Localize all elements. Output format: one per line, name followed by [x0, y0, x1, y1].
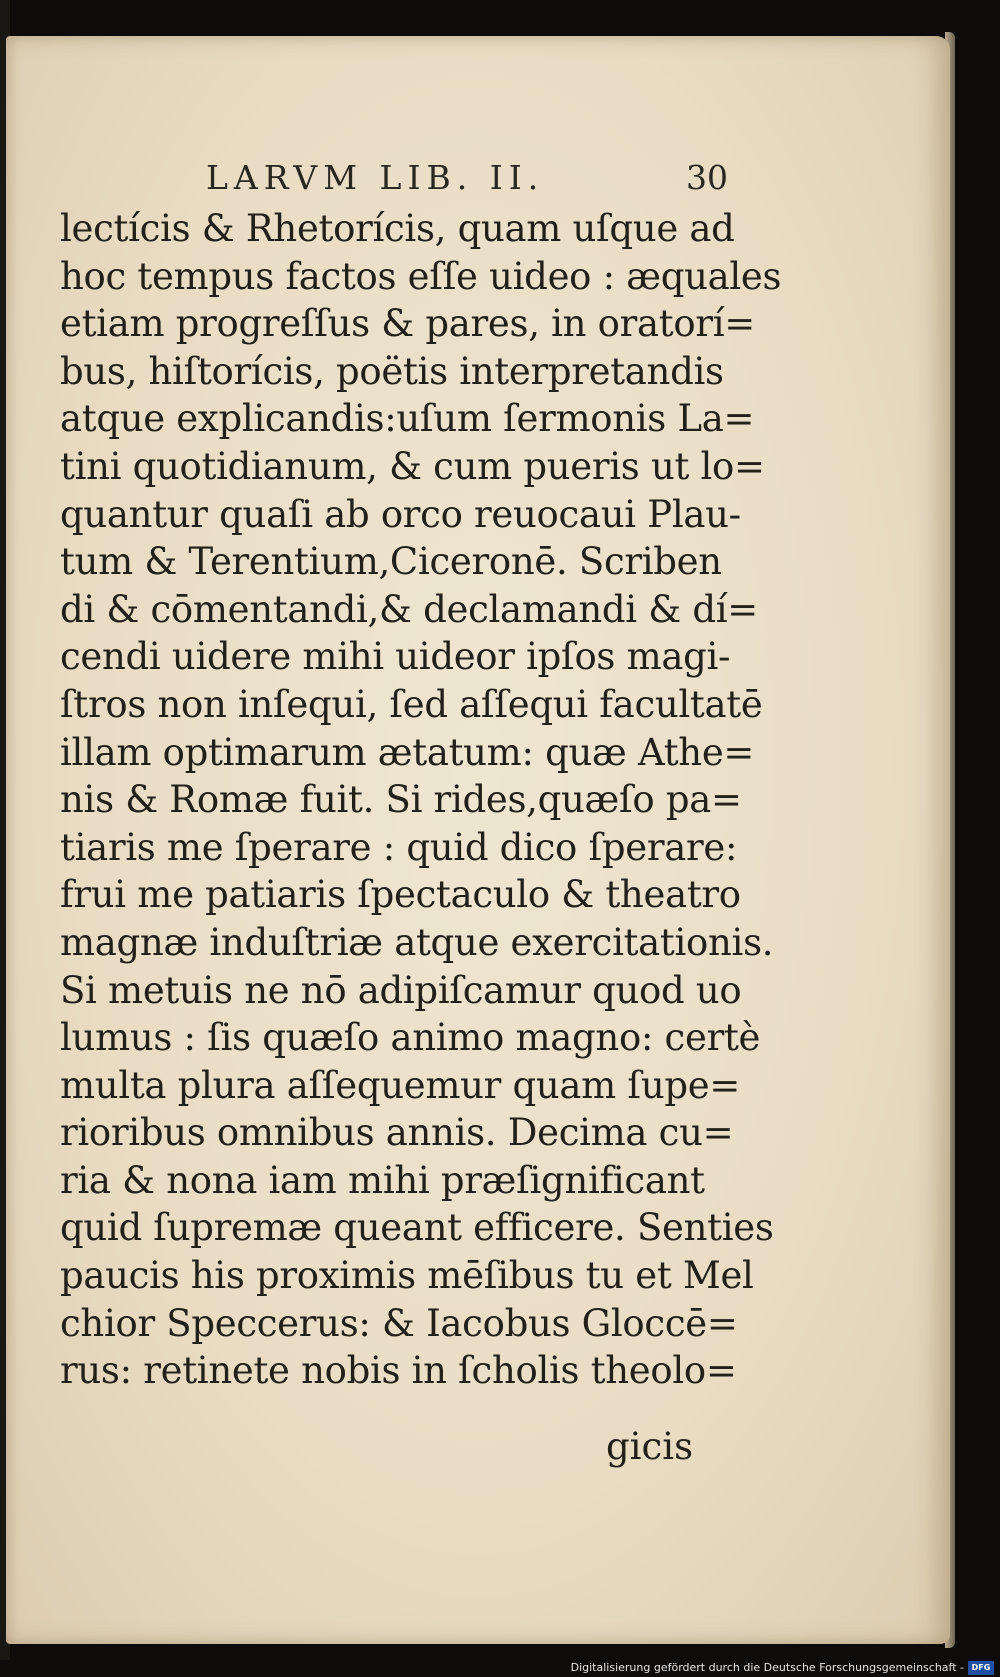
- text-line: frui me patiaris ſpectaculo & theatro: [60, 873, 741, 917]
- text-line: tiaris me ſperare : quid dico ſperare:: [60, 825, 738, 869]
- text-line: illam optimarum ætatum: quæ Athe=: [60, 730, 755, 774]
- text-line: di & cōmentandi,& declamandi & dí=: [60, 587, 758, 631]
- text-line: rioribus omnibus annis. Decima cu=: [60, 1111, 734, 1155]
- text-line: tini quotidianum, & cum pueris ut lo=: [60, 444, 765, 488]
- text-line: multa plura aſſequemur quam ſupe=: [60, 1063, 741, 1107]
- catchword: gicis: [606, 1425, 694, 1468]
- text-line: cendi uidere mihi uideor ipſos magi-: [60, 635, 731, 679]
- text-line: tum & Terentium,Ciceronē. Scriben: [60, 540, 722, 584]
- body-text: [60, 205, 782, 1395]
- dfg-logo: DFG: [968, 1661, 994, 1675]
- text-line: magnæ induſtriæ atque exercitationis.: [60, 920, 774, 964]
- digitization-credit: Digitalisierung gefördert durch die Deutsche Forschungsgemeinschaft -: [570, 1661, 964, 1674]
- text-line: Si metuis ne nō adipiſcamur quod uo: [60, 968, 742, 1012]
- text-line: nis & Romæ fuit. Si rides,quæſo pa=: [60, 778, 742, 822]
- text-line: quantur quaſi ab orco reuocaui Plau-: [60, 492, 741, 536]
- running-head: LARVM LIB. II.: [206, 158, 545, 197]
- text-line: atque explicandis:uſum ſermonis La=: [60, 397, 755, 441]
- folio-number: 30: [686, 158, 728, 197]
- page-header: [206, 158, 726, 208]
- text-line: etiam progreſſus & pares, in oratorí=: [60, 302, 755, 346]
- text-line: chior Speccerus: & Iacobus Gloccē=: [60, 1301, 738, 1345]
- text-line: lumus : ſis quæſo animo magno: certè: [60, 1016, 761, 1060]
- text-line: rus: retinete nobis in ſcholis theolo=: [60, 1349, 737, 1393]
- text-line: ſtros non inſequi, ſed aſſequi facultatē: [60, 682, 763, 726]
- text-line: bus, hiſtorícis, poëtis interpretandis: [60, 349, 724, 393]
- text-line: paucis his proximis mēſibus tu et Mel: [60, 1254, 754, 1298]
- text-line: quid ſupremæ queant efficere. Senties: [60, 1206, 774, 1250]
- text-line: hoc tempus factos eſſe uideo : æquales: [60, 254, 782, 298]
- text-line: lectícis & Rhetorícis, quam uſque ad: [60, 207, 735, 250]
- text-line: ria & nona iam mihi præſignificant: [60, 1158, 705, 1202]
